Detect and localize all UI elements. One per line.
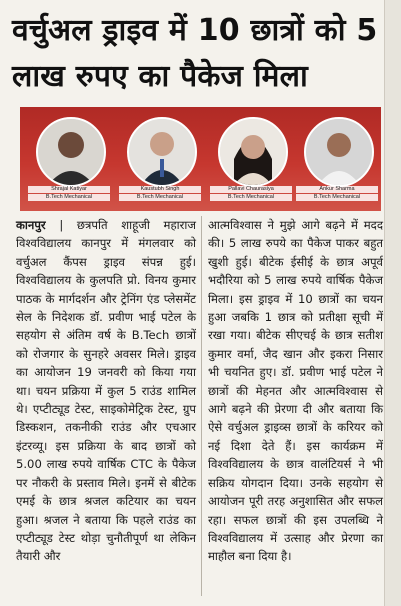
student-name: Ankur Sharma — [296, 186, 378, 193]
student-name: Kaustubh Singh — [119, 186, 201, 193]
student-branch: B.Tech Mechanical — [210, 194, 292, 201]
student-branch: B.Tech Mechanical — [119, 194, 201, 201]
student-name: Shrajal Katiyar — [28, 186, 110, 193]
student-photo-icon — [218, 117, 288, 187]
dateline: कानपुर — [16, 218, 46, 232]
student-photo-icon — [304, 117, 374, 187]
adjacent-column-edge — [384, 0, 401, 606]
article-body-right: आत्मविश्वास ने मुझे आगे बढ़ने में मदद की। 5 लाख रुपये का पैकेज पाकर बहुत खुशी हुई। बीटेक ईसीई के छात्र अपूर्व भदौरिया को 5 लाख रुपये वार्षिक पैकेज मिला। इस ड्राइव में 10 छात्रों का चयन हुआ जबकि 1 छात्र को प्रतीक्षा सूची में रखा गया। बीटेक सीएचई के छात्र सतीश कुमार वर्मा, जैद खान और इकरा निसार भी चयनित हुए। डॉ. प्रवीण भाई पटेल ने छात्रों की मेहनत और आत्मविश्वास से आगे बढ़ने की प्रेरणा दी और बताया कि ऐसे वर्चुअल ड्राइव्स छात्रों के करियर को नई दिशा देते हैं। इस कार्यक्रम में विश्वविद्यालय के छात्र वालंटियर्स ने भी सक्रिय योगदान दिया। उनके सहयोग से आयोजन पूरी तरह अनुशासित और सफल रहा। सफल छात्रों की इस उपलब्धि ने विश्वविद्यालय में उत्साह और प्रेरणा का माहौल बना दिया है। — [208, 218, 383, 564]
headline: वर्चुअल ड्राइव में 10 छात्रों को 5 लाख रुपए का पैकेज मिला — [12, 13, 378, 94]
article-body-left: | छत्रपति शाहूजी महाराज विश्वविद्यालय कानपुर में मंगलवार को वर्चुअल कैंपस ड्राइव संपन्न हुई। विश्वविद्यालय के कुलपति प्रो. विनय कुमार पाठक के मार्गदर्शन और ट्रेनिंग एंड प्लेसमेंट सेल के निदेशक डॉ. प्रवीण भाई पटेल के सहयोग से अंतिम वर्ष के B.Tech छात्रों को रोजगार के सुनहरे अवसर मिले। ड्राइव का आयोजन 19 जनवरी को किया गया था। चयन प्रक्रिया में कुल 5 राउंड शामिल थे। एप्टीट्यूड टेस्ट, साइकोमेट्रिक टेस्ट, ग्रुप डिस्कशन, तकनीकी राउंड और एचआर इंटरव्यू। इस प्रक्रिया के बाद छात्रों को 5.00 लाख रुपये वार्षिक CTC के पैकेज पर नौकरी के प्रस्ताव मिले। इनमें से बीटेक एमई के छात्र श्रजल कटियार का चयन हुआ। श्रजल ने बताया कि पहले राउंड का एप्टीट्यूड टेस्ट थोड़ा चुनौतीपूर्ण था लेकिन तैयारी और — [16, 218, 196, 564]
student-photo-icon — [36, 117, 106, 187]
student-branch: B.Tech Mechanical — [28, 194, 110, 201]
student-card — [294, 113, 380, 209]
student-photo-icon — [127, 117, 197, 187]
student-name: Pallavi Chaurasiya — [210, 186, 292, 193]
article-column-left — [16, 216, 196, 566]
student-card — [117, 113, 203, 209]
column-divider — [201, 216, 202, 596]
student-branch: B.Tech Mechanical — [296, 194, 378, 201]
student-card — [26, 113, 112, 209]
student-photo-strip — [20, 107, 381, 211]
student-card — [208, 113, 294, 209]
article-column-right — [208, 216, 383, 566]
